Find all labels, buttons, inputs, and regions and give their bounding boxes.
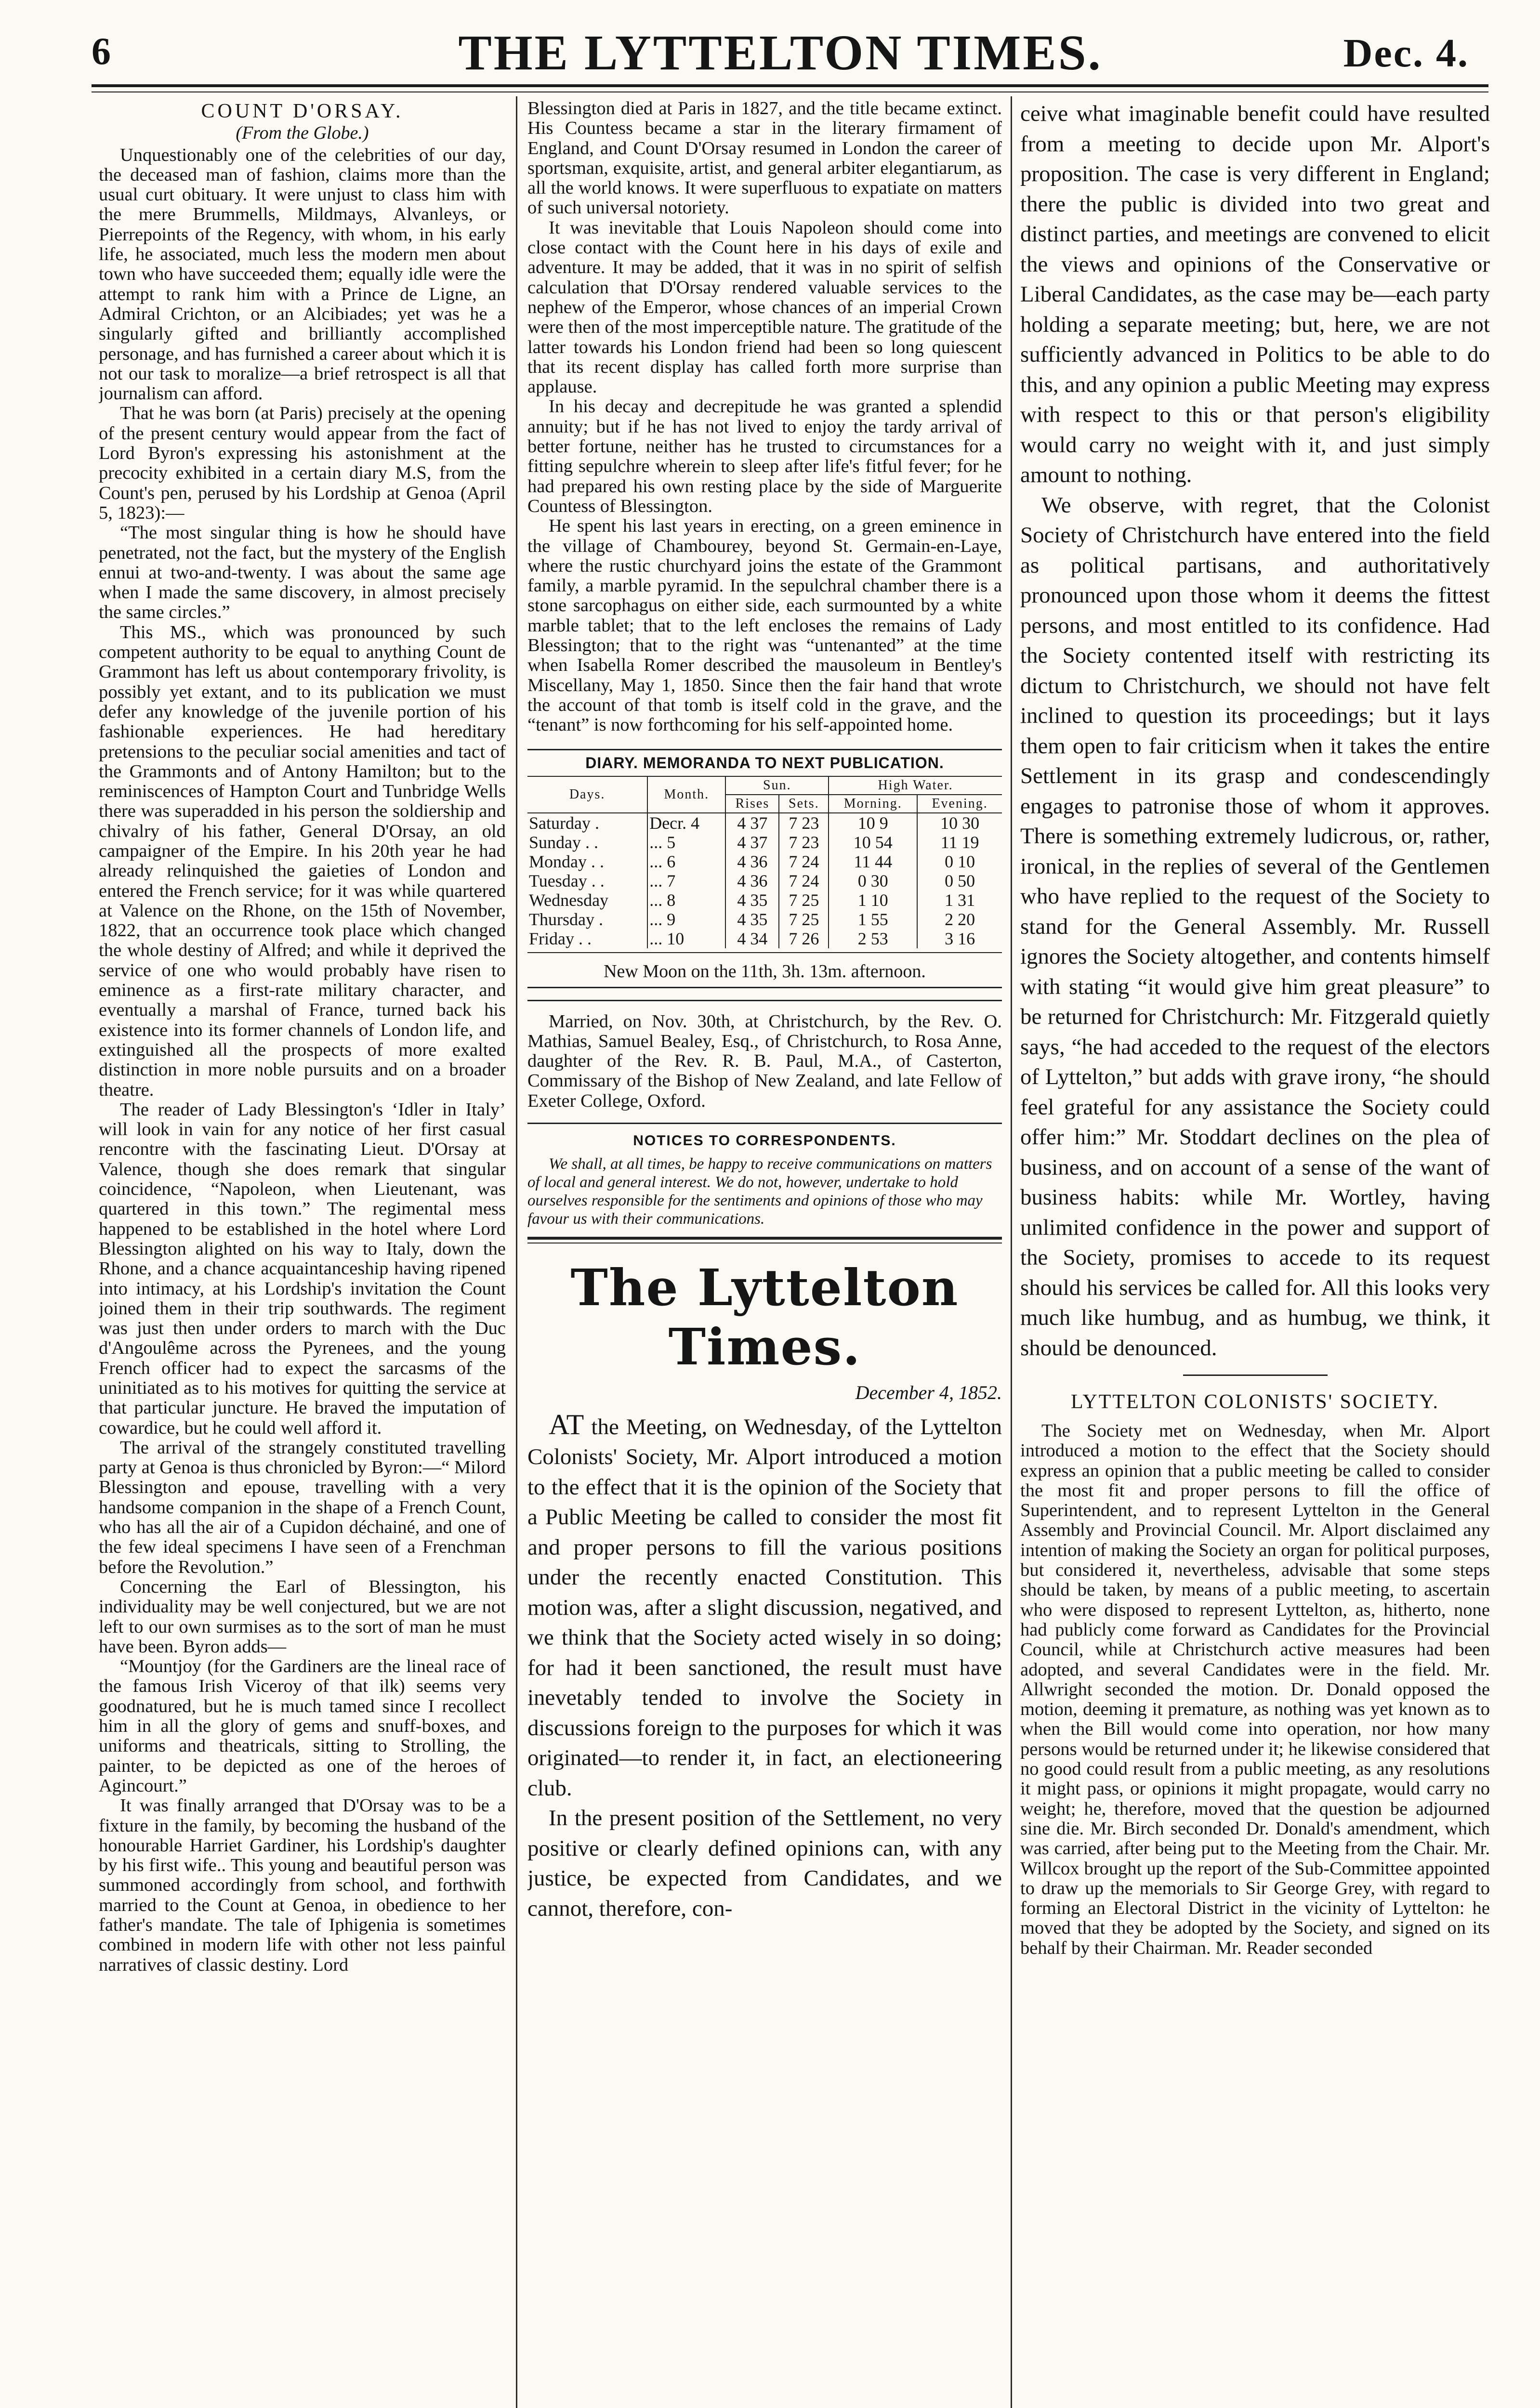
table-cell: 4 37 [725,813,779,833]
table-cell: 7 23 [779,833,829,852]
notices-title: NOTICES TO CORRESPONDENTS. [633,1132,896,1149]
column-divider [1011,96,1012,2408]
table-cell: 4 34 [725,929,779,948]
column-divider [516,96,517,2408]
sun-header: Sun. [725,776,829,795]
table-row [527,852,1002,871]
table-cell: 10 9 [829,813,917,833]
table-cell: 10 30 [917,813,1002,833]
table-cell: ... 6 [647,852,725,871]
article-heading: COUNT D'ORSAY. [201,100,404,122]
newspaper-title: THE LYTTELTON TIMES. [458,25,1103,80]
column-1 [99,99,506,2408]
month-header: Month. [647,776,725,813]
page-number: 6 [92,30,111,73]
masthead [92,19,1469,82]
table-cell: ... 8 [647,890,725,910]
table-cell: 3 16 [917,929,1002,948]
table-cell: 4 37 [725,833,779,852]
table-row [527,929,1002,948]
table-cell: 4 35 [725,910,779,929]
table-cell: ... 5 [647,833,725,852]
table-cell: Wednesday [529,890,609,910]
section-divider [1183,1374,1328,1376]
table-cell: Decr. 4 [647,813,725,833]
high-water-header: High Water. [829,776,1002,795]
table-cell: Sunday . . [529,832,598,852]
sets-header: Sets. [779,795,829,813]
article-paragraph: It was inevitable that Louis Napoleon should come into close contact with the Count here in his days of exile and adventure. It may be added, that it was in no spirit of selfish calculation that D'Orsay rendered valuable services to the nephew of the Emperor, whose chances of an imperial Crown were then of the most imperceptible nature. The gratitude of the latter towards his London friend had been so long quiescent that its recent display has called forth more surprise than applause. [527,217,1002,397]
table-cell: 7 25 [779,890,829,910]
masthead-rule-thick [92,84,1488,87]
table-cell: Saturday . [529,813,599,833]
table-cell: 7 25 [779,910,829,929]
section-rule [527,1237,1002,1240]
table-cell: 0 30 [829,871,917,890]
article-paragraph: That he was born (at Paris) precisely at the opening of the present century would appear from the fact of Lord Byron's expressing his astonishment at the precocity exhibited in a certain diary M.S, from the Count's pen, perused by his Lordship at Genoa (April 5, 1823):— [99,403,506,523]
diary-table-box [527,749,1002,988]
table-cell: 10 54 [829,833,917,852]
diary-title: DIARY. MEMORANDA TO NEXT PUBLICATION. [585,754,944,772]
article-quote: “Mountjoy (for the Gardiners are the lineal race of the famous Irish Viceroy of that ilk) seems very goodnatured, but he is much tamed since I recollect him in all the glory of gems and snuff-boxes, and uniforms and theatricals, sitting to Strolling, the painter, to be depicted as one of the heroes of Agincourt.” [99,1656,506,1796]
editorial-paragraph: We observe, with regret, that the Colonist Society of Christchurch have entered into the field as political partisans, and authoritatively pronounced upon those whom it deems the fittest persons, and most entitled to its confidence. Had the Society contented itself with restricting its dictum to Christchurch, we should not have felt inclined to question its proceedings; but it lays them open to fair criticism when it takes the entire Settlement in its grasp and condescendingly engages to patronise those of whom it approves. There is something extremely ludicrous, or, rather, ironical, in the replies of several of the Gentlemen who have replied to the request of the Society to stand for the General Assembly. Mr. Russell ignores the Society altogether, and contents himself with stating “it would give him great pleasure” to be returned for Christchurch: Mr. Fitzgerald quietly says, “he had acceded to the request of the electors of Lyttelton,” but adds with grave irony, “he should feel grateful for any assistance the Society could offer him:” Mr. Stoddart declines on the plea of business, and on account of a sense of the want of business habits: while Mr. Wortley, having unlimited confidence in the power and support of the Society, promises to accede to its request should his services be called for. All this looks very much like humbug, and as humbug, we think, it should be denounced. [1020,492,1490,1361]
editorial-paragraph: ceive what imaginable benefit could have resulted from a meeting to decide upon Mr. Alport's proposition. The case is very different in England; there the public is divided into two great and distinct parties, and meetings are convened to elicit the views and opinions of the Conservative or Liberal Candidates, as the case may be—each party holding a separate meeting; but, here, we are not sufficiently advanced in Politics to be able to do this, and any opinion a public Meeting may express with respect to this or that person's eligibility would carry no weight with it, and just simply amount to nothing. [1020,101,1490,487]
table-cell: 1 31 [917,890,1002,910]
section-heading: LYTTELTON COLONISTS' SOCIETY. [1070,1391,1440,1413]
editorial-masthead: The Lyttelton Times. [570,1257,959,1376]
table-cell: 4 36 [725,852,779,871]
editorial-paragraph [527,1410,1002,1804]
editorial-text: the Meeting, on Wednesday, of the Lyttelton Colonists' Society, Mr. Alport introduced a motion to the effect that it is the opinion of the Society that a Public Meeting be called to consider the most fit and proper persons to fill the various positions under the recently enacted Constitution. This motion was, after a slight discussion, negatived, and we think that the Society acted wisely in so doing; for had it been sanctioned, the result must have inevetably tended to involve the Society in discussions foreign to the purposes for which it was originated—to render it, in fact, an electioneering club. [527,1414,1002,1801]
table-cell: Friday . . [529,929,592,948]
table-cell: 4 36 [725,871,779,890]
society-report: The Society met on Wednesday, when Mr. Alport introduced a motion to the effect that the Society should express an opinion that a public meeting be called to consider the most fit and proper persons to fill the office of Superintendent, and to represent Lyttelton in the General Assembly and Provincial Council. Mr. Alport disclaimed any intention of making the Society an organ for political purposes, but considered it, nevertheless, advisable that some steps should be taken, by means of a public meeting, to ascertain who were disposed to represent Lyttelton, as, hitherto, none had publicly come forward as Candidates for the Provincial Council, while at Christchurch active measures had been adopted, and several Candidates were in the field. Mr. Allwright seconded the motion. Dr. Donald opposed the motion, deeming it premature, as nothing was yet known as to when the Bill would come into operation, nor how many persons would be returned under it; he likewise considered that no good could result from a public meeting, as any resolutions it might pass, or opinions it might propagate, would carry no weight; he, therefore, moved that the question be adjourned sine die. Mr. Birch seconded Dr. Donald's amendment, which was carried, after being put to the Meeting from the Chair. Mr. Willcox brought up the report of the Sub-Committee appointed to draw up the memorials to Sir George Grey, with regard to forming an Electoral District in the vicinity of Lyttelton: he moved that they be adopted by the Society, and signed on its behalf by their Chairman. Mr. Reader seconded [1020,1421,1490,1958]
column-2 [527,99,1002,2408]
table-cell: 11 44 [829,852,917,871]
article-source: (From the Globe.) [236,123,369,144]
diary-table [527,776,1002,948]
table-cell: 7 23 [779,813,829,833]
article-paragraph: It was finally arranged that D'Orsay was to be a fixture in the family, by becoming the husband of the honourable Harriet Gardiner, his Lordship's daughter by his first wife.. This young and beautiful person was summoned accordingly from school, and forthwith married to the Count at Genoa, in obedience to her father's mandate. The tale of Iphigenia is sometimes combined in modern life with other not less painful narratives of classic destiny. Lord [99,1795,506,1975]
rises-header: Rises [725,795,779,813]
article-paragraph: He spent his last years in erecting, on a green eminence in the village of Chambourey, beyond St. Germain-en-Laye, where the rustic churchyard joins the estate of the Grammont family, a marble pyramid. In the sepulchral chamber there is a stone sarcophagus on either side, each surmounted by a white marble tablet; that to the left encloses the remains of Lady Blessington; that to the right was “untenanted” at the time when Isabella Romer described the mausoleum in Bentley's Miscellany, May 1, 1850. Since then the fair hand that wrote the account of that tomb is itself cold in the grave, and the “tenant” is now forthcoming for his self-appointed home. [527,516,1002,735]
table-cell: 1 55 [829,910,917,929]
article-paragraph: Concerning the Earl of Blessington, his individuality may be well conjectured, but we are not left to our own surmises as to the sort of man he must have been. Byron adds— [99,1576,506,1657]
column-3 [1020,99,1490,2408]
article-paragraph: The reader of Lady Blessington's ‘Idler in Italy’ will look in vain for any notice of her first casual rencontre with the fascinating Lieut. D'Orsay at Valence, though she does remark that singular coincidence, “Napoleon, when Lieutenant, was quartered in this town.” The regimental mess happened to be established in the hotel where Lord Blessington alighted on his way to Italy, down the Rhone, and a chance acquaintanceship having ripened into intimacy, at his Lordship's invitation the Count joined them in their trip southwards. The regiment was just then under orders to march with the Duc d'Angoulême across the Pyrenees, and the young French officer had to expect the sarcasms of the uninitiated as to his motives for quitting the service at that particular juncture. He braved the imputation of cowardice, but he could well afford it. [99,1099,506,1438]
table-row [527,813,1002,833]
table-cell: Tuesday . . [529,871,605,890]
table-cell: 7 24 [779,871,829,890]
table-cell: 0 10 [917,852,1002,871]
table-cell: 0 50 [917,871,1002,890]
table-cell: Monday . . [529,851,604,871]
editorial-paragraph: In the present position of the Settlement, no very positive or clearly defined opinions can, with any justice, be expected from Candidates, and we cannot, therefore, con- [527,1806,1002,1921]
table-row [527,871,1002,890]
table-cell: 1 10 [829,890,917,910]
table-cell: 2 53 [829,929,917,948]
moon-notice: New Moon on the 11th, 3h. 13m. afternoon. [527,952,1002,982]
article-quote: “The most singular thing is how he should have penetrated, not the fact, but the mystery of the English ennui at two-and-twenty. I was about the same age when I made the same discovery, in almost precisely the same circles.” [99,523,506,623]
article-paragraph: In his decay and decrepitude he was granted a splendid annuity; but if he has not lived to enjoy the tardy arrival of better fortune, neither has he trusted to circumstances for a fitting sepulchre wherein to sleep after life's fitful fever; for he had prepared his own resting place by the side of Marguerite Countess of Blessington. [527,396,1002,516]
table-cell: 11 19 [917,833,1002,852]
notices-body: We shall, at all times, be happy to receive communications on matters of local and general interest. We do not, however, undertake to hold ourselves responsible for the sentiments and opinions of those who may favour us with their communications. [527,1155,992,1228]
table-cell: ... 7 [647,871,725,890]
table-cell: 4 35 [725,890,779,910]
issue-date: Dec. 4. [1343,31,1469,76]
article-paragraph: The arrival of the strangely constituted travelling party at Genoa is thus chronicled by Byron:—“ Milord Blessington and epouse, travelling with a very handsome companion in the shape of a French Count, who has all the air of a Cupidon déchainé, and one of the few ideal specimens I have seen of a Frenchman before the Revolution.” [99,1437,506,1577]
article-paragraph: This MS., which was pronounced by such competent authority to be equal to anything Count de Grammont has left us about contemporary frivolity, is possibly yet extant, and to its publication we must defer any knowledge of the juvenile portion of his fashionable experiences. He had hereditary pretensions to the peculiar social amenities and tact of the Grammonts and of Antony Hamilton; but to the reminiscences of Hampton Court and Tunbridge Wells there was superadded in his person the soldiership and chivalry of his father, General D'Orsay, an old campaigner of the Empire. In his 20th year he had already relinquished the gaieties of London and entered the French service; for it was while quartered at Valence on the Rhone, on the 15th of November, 1822, that an occurrence took place which changed the whole destiny of Alfred; and while it deprived the service of one who would probably have risen to eminence as a first-rate military character, and eventually a marshal of France, turned back his existence into its former channels of London life, and extinguished all the prospects of more exalted distinction in more noble pursuits and on a broader theatre. [99,622,506,1100]
table-row [527,890,1002,910]
article-paragraph: Blessington died at Paris in 1827, and the title became extinct. His Countess became a star in the literary firmament of England, and Count D'Orsay resumed in London the career of sportsman, exquisite, artist, and general arbiter elegantiarum, as all the world knows. It were superfluous to expatiate on matters of such universal notoriety. [527,99,1002,218]
notices-box [527,1123,1002,1228]
marriage-notice-box [527,1000,1002,1111]
morning-header: Morning. [829,795,917,813]
table-cell: 7 26 [779,929,829,948]
table-row [527,910,1002,929]
editorial-date: December 4, 1852. [855,1381,1002,1403]
table-row [527,833,1002,852]
table-cell: ... 10 [647,929,725,948]
marriage-notice: Married, on Nov. 30th, at Christchurch, by the Rev. O. Mathias, Samuel Bealey, Esq., of Christchurch, to Rosa Anne, daughter of the Rev. R. B. Paul, M.A., of Casterton, Commissary of the Bishop of New Zealand, and late Fellow of Exeter College, Oxford. [527,1011,1002,1111]
table-cell: ... 9 [647,910,725,929]
article-paragraph: Unquestionably one of the celebrities of our day, the deceased man of fashion, claims more than the usual curt obituary. It were unjust to class him with the mere Brummells, Mildmays, Alvanleys, or Pierrepoints of the Regency, with whom, in his early life, he associated, much less the modern men about town who have succeeded them; equally idle were the attempt to rank him with a Prince de Ligne, an Admiral Crichton, or an Alcibiades; yet was he a singularly gifted and brilliantly accomplished personage, and has furnished a career about which it is not our task to moralize—a brief retrospect is all that journalism can afford. [99,144,506,404]
table-cell: 2 20 [917,910,1002,929]
days-header: Days. [527,776,647,813]
drop-cap: AT [549,1408,584,1440]
table-cell: Thursday . [529,909,603,929]
evening-header: Evening. [917,795,1002,813]
table-cell: 7 24 [779,852,829,871]
